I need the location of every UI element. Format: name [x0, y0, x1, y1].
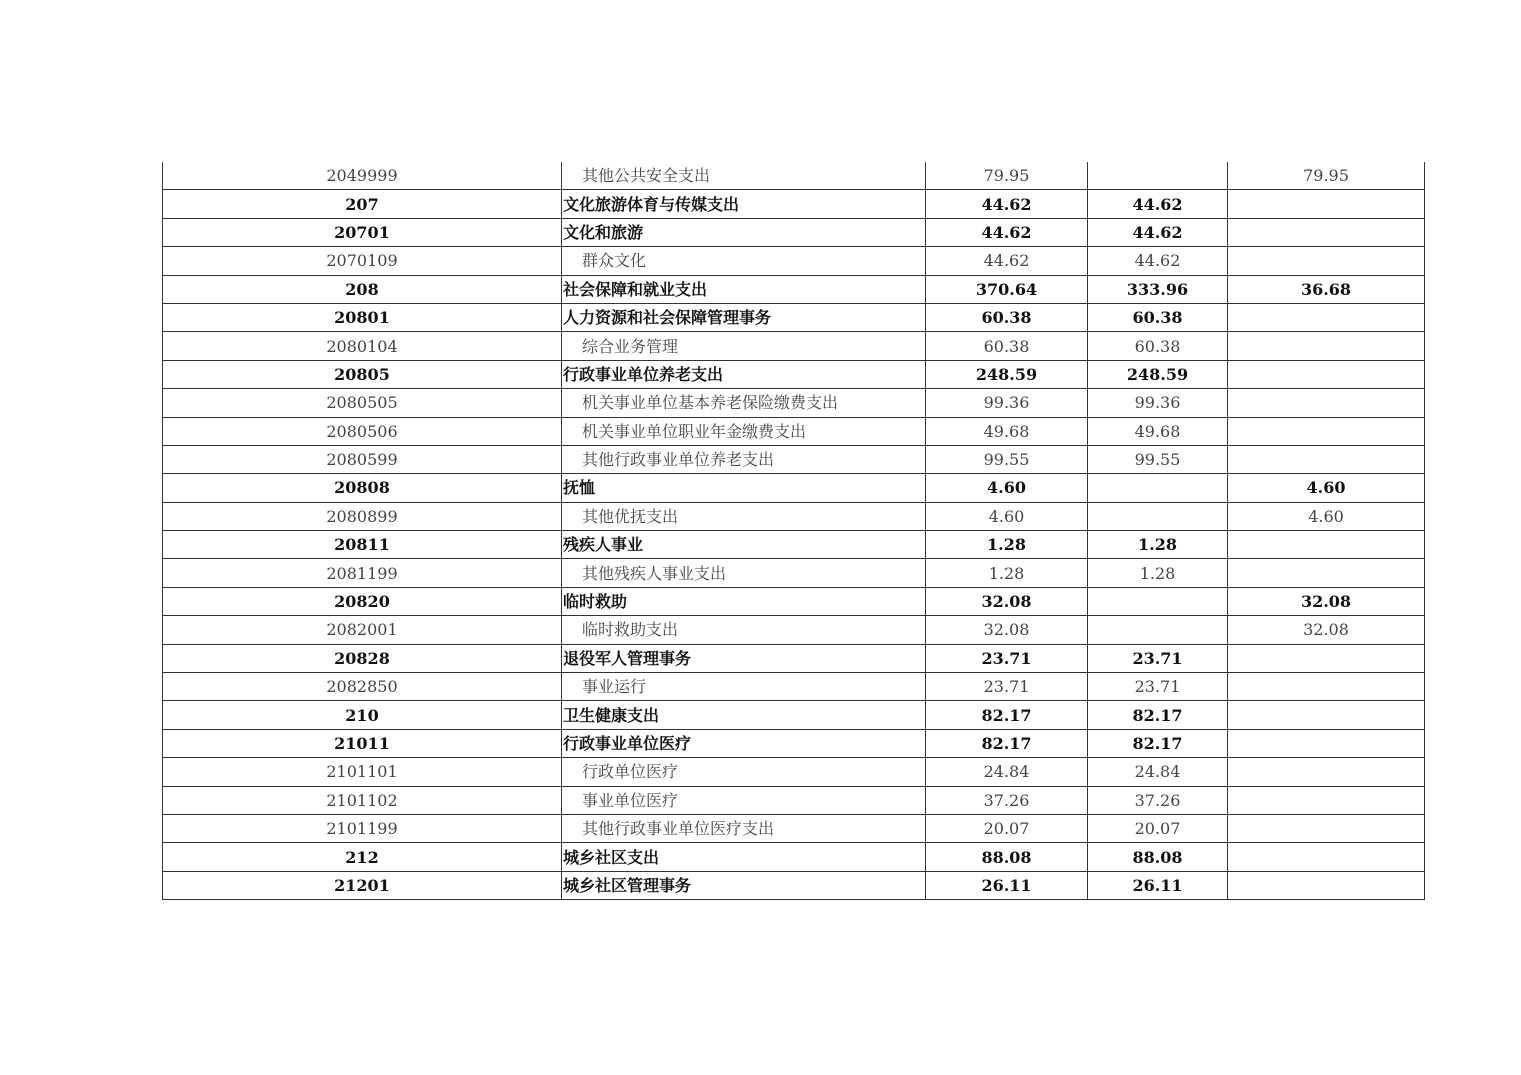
project-expenditure-cell	[1228, 332, 1425, 360]
basic-expenditure-cell: 88.08	[1088, 843, 1228, 871]
basic-expenditure-cell: 24.84	[1088, 758, 1228, 786]
project-expenditure-cell	[1228, 701, 1425, 729]
table-row	[163, 758, 1425, 786]
subject-name-cell: 其他行政事业单位医疗支出	[562, 814, 926, 842]
subject-name-cell: 残疾人事业	[562, 531, 926, 559]
total-amount-cell: 44.62	[926, 218, 1088, 246]
table-row	[163, 587, 1425, 615]
table-row	[163, 843, 1425, 871]
total-amount-cell: 37.26	[926, 786, 1088, 814]
total-amount-cell: 44.62	[926, 190, 1088, 218]
table-row	[163, 616, 1425, 644]
project-expenditure-cell	[1228, 644, 1425, 672]
subject-code-cell: 20811	[163, 531, 562, 559]
total-amount-cell: 1.28	[926, 531, 1088, 559]
basic-expenditure-cell: 37.26	[1088, 786, 1228, 814]
subject-code-cell: 212	[163, 843, 562, 871]
total-amount-cell: 1.28	[926, 559, 1088, 587]
basic-expenditure-cell: 44.62	[1088, 247, 1228, 275]
subject-name-cell: 其他优抚支出	[562, 502, 926, 530]
table-row	[163, 417, 1425, 445]
basic-expenditure-cell: 1.28	[1088, 531, 1228, 559]
subject-name-cell: 文化旅游体育与传媒支出	[562, 190, 926, 218]
total-amount-cell: 32.08	[926, 587, 1088, 615]
basic-expenditure-cell: 49.68	[1088, 417, 1228, 445]
project-expenditure-cell	[1228, 559, 1425, 587]
subject-code-cell: 2081199	[163, 559, 562, 587]
table-row	[163, 303, 1425, 331]
total-amount-cell: 44.62	[926, 247, 1088, 275]
table-row	[163, 474, 1425, 502]
table-row	[163, 644, 1425, 672]
table-row	[163, 531, 1425, 559]
total-amount-cell: 20.07	[926, 814, 1088, 842]
project-expenditure-cell	[1228, 417, 1425, 445]
subject-code-cell: 2080899	[163, 502, 562, 530]
subject-code-cell: 2070109	[163, 247, 562, 275]
subject-name-cell: 社会保障和就业支出	[562, 275, 926, 303]
project-expenditure-cell	[1228, 814, 1425, 842]
table-row	[163, 502, 1425, 530]
subject-name-cell: 抚恤	[562, 474, 926, 502]
project-expenditure-cell: 32.08	[1228, 587, 1425, 615]
project-expenditure-cell	[1228, 758, 1425, 786]
total-amount-cell: 24.84	[926, 758, 1088, 786]
project-expenditure-cell: 4.60	[1228, 502, 1425, 530]
subject-code-cell: 2101102	[163, 786, 562, 814]
subject-code-cell: 210	[163, 701, 562, 729]
basic-expenditure-cell: 333.96	[1088, 275, 1228, 303]
project-expenditure-cell	[1228, 673, 1425, 701]
total-amount-cell: 32.08	[926, 616, 1088, 644]
basic-expenditure-cell: 60.38	[1088, 303, 1228, 331]
basic-expenditure-cell: 23.71	[1088, 644, 1228, 672]
subject-name-cell: 机关事业单位职业年金缴费支出	[562, 417, 926, 445]
table-row	[163, 445, 1425, 473]
basic-expenditure-cell: 82.17	[1088, 701, 1228, 729]
subject-name-cell: 事业运行	[562, 673, 926, 701]
table-row	[163, 332, 1425, 360]
project-expenditure-cell	[1228, 218, 1425, 246]
basic-expenditure-cell: 20.07	[1088, 814, 1228, 842]
subject-code-cell: 2082850	[163, 673, 562, 701]
subject-name-cell: 卫生健康支出	[562, 701, 926, 729]
table-row	[163, 729, 1425, 757]
subject-code-cell: 2082001	[163, 616, 562, 644]
total-amount-cell: 23.71	[926, 644, 1088, 672]
subject-code-cell: 208	[163, 275, 562, 303]
total-amount-cell: 370.64	[926, 275, 1088, 303]
subject-code-cell: 2080104	[163, 332, 562, 360]
subject-name-cell: 行政事业单位养老支出	[562, 360, 926, 388]
subject-code-cell: 2080599	[163, 445, 562, 473]
table-row	[163, 247, 1425, 275]
basic-expenditure-cell: 23.71	[1088, 673, 1228, 701]
basic-expenditure-cell: 1.28	[1088, 559, 1228, 587]
basic-expenditure-cell: 248.59	[1088, 360, 1228, 388]
project-expenditure-cell	[1228, 190, 1425, 218]
table-row	[163, 275, 1425, 303]
table-row	[163, 786, 1425, 814]
total-amount-cell: 26.11	[926, 871, 1088, 899]
subject-name-cell: 其他残疾人事业支出	[562, 559, 926, 587]
basic-expenditure-cell	[1088, 502, 1228, 530]
subject-name-cell: 其他公共安全支出	[562, 162, 926, 190]
basic-expenditure-cell: 99.55	[1088, 445, 1228, 473]
project-expenditure-cell	[1228, 445, 1425, 473]
subject-code-cell: 21011	[163, 729, 562, 757]
basic-expenditure-cell	[1088, 162, 1228, 190]
subject-code-cell: 20808	[163, 474, 562, 502]
project-expenditure-cell	[1228, 303, 1425, 331]
subject-code-cell: 20805	[163, 360, 562, 388]
total-amount-cell: 60.38	[926, 332, 1088, 360]
subject-code-cell: 2049999	[163, 162, 562, 190]
table-row	[163, 701, 1425, 729]
subject-code-cell: 2080505	[163, 389, 562, 417]
basic-expenditure-cell: 44.62	[1088, 190, 1228, 218]
project-expenditure-cell	[1228, 871, 1425, 899]
total-amount-cell: 60.38	[926, 303, 1088, 331]
table-row	[163, 389, 1425, 417]
project-expenditure-cell	[1228, 786, 1425, 814]
subject-name-cell: 人力资源和社会保障管理事务	[562, 303, 926, 331]
total-amount-cell: 99.36	[926, 389, 1088, 417]
basic-expenditure-cell: 60.38	[1088, 332, 1228, 360]
basic-expenditure-cell: 44.62	[1088, 218, 1228, 246]
total-amount-cell: 82.17	[926, 729, 1088, 757]
table-row	[163, 218, 1425, 246]
subject-code-cell: 20801	[163, 303, 562, 331]
subject-name-cell: 退役军人管理事务	[562, 644, 926, 672]
subject-name-cell: 事业单位医疗	[562, 786, 926, 814]
budget-table-page	[162, 162, 1424, 900]
subject-code-cell: 2080506	[163, 417, 562, 445]
project-expenditure-cell	[1228, 729, 1425, 757]
basic-expenditure-cell: 82.17	[1088, 729, 1228, 757]
subject-code-cell: 20701	[163, 218, 562, 246]
total-amount-cell: 23.71	[926, 673, 1088, 701]
table-row	[163, 190, 1425, 218]
project-expenditure-cell	[1228, 389, 1425, 417]
subject-code-cell: 21201	[163, 871, 562, 899]
subject-name-cell: 行政事业单位医疗	[562, 729, 926, 757]
total-amount-cell: 88.08	[926, 843, 1088, 871]
table-row	[163, 673, 1425, 701]
total-amount-cell: 99.55	[926, 445, 1088, 473]
budget-table-body	[163, 162, 1425, 900]
table-row	[163, 360, 1425, 388]
total-amount-cell: 4.60	[926, 474, 1088, 502]
budget-expenditure-table	[162, 162, 1425, 900]
project-expenditure-cell	[1228, 843, 1425, 871]
table-row	[163, 814, 1425, 842]
subject-code-cell: 2101199	[163, 814, 562, 842]
basic-expenditure-cell: 99.36	[1088, 389, 1228, 417]
table-row	[163, 871, 1425, 899]
project-expenditure-cell: 36.68	[1228, 275, 1425, 303]
subject-name-cell: 群众文化	[562, 247, 926, 275]
project-expenditure-cell	[1228, 247, 1425, 275]
subject-code-cell: 20828	[163, 644, 562, 672]
subject-name-cell: 机关事业单位基本养老保险缴费支出	[562, 389, 926, 417]
total-amount-cell: 79.95	[926, 162, 1088, 190]
subject-code-cell: 207	[163, 190, 562, 218]
project-expenditure-cell	[1228, 360, 1425, 388]
total-amount-cell: 248.59	[926, 360, 1088, 388]
subject-name-cell: 城乡社区管理事务	[562, 871, 926, 899]
subject-name-cell: 城乡社区支出	[562, 843, 926, 871]
subject-name-cell: 文化和旅游	[562, 218, 926, 246]
project-expenditure-cell: 79.95	[1228, 162, 1425, 190]
total-amount-cell: 49.68	[926, 417, 1088, 445]
basic-expenditure-cell	[1088, 587, 1228, 615]
subject-name-cell: 临时救助	[562, 587, 926, 615]
project-expenditure-cell	[1228, 531, 1425, 559]
subject-code-cell: 20820	[163, 587, 562, 615]
subject-code-cell: 2101101	[163, 758, 562, 786]
basic-expenditure-cell	[1088, 616, 1228, 644]
subject-name-cell: 临时救助支出	[562, 616, 926, 644]
subject-name-cell: 其他行政事业单位养老支出	[562, 445, 926, 473]
total-amount-cell: 82.17	[926, 701, 1088, 729]
subject-name-cell: 行政单位医疗	[562, 758, 926, 786]
subject-name-cell: 综合业务管理	[562, 332, 926, 360]
table-row	[163, 162, 1425, 190]
table-row	[163, 559, 1425, 587]
total-amount-cell: 4.60	[926, 502, 1088, 530]
basic-expenditure-cell	[1088, 474, 1228, 502]
project-expenditure-cell: 4.60	[1228, 474, 1425, 502]
basic-expenditure-cell: 26.11	[1088, 871, 1228, 899]
project-expenditure-cell: 32.08	[1228, 616, 1425, 644]
